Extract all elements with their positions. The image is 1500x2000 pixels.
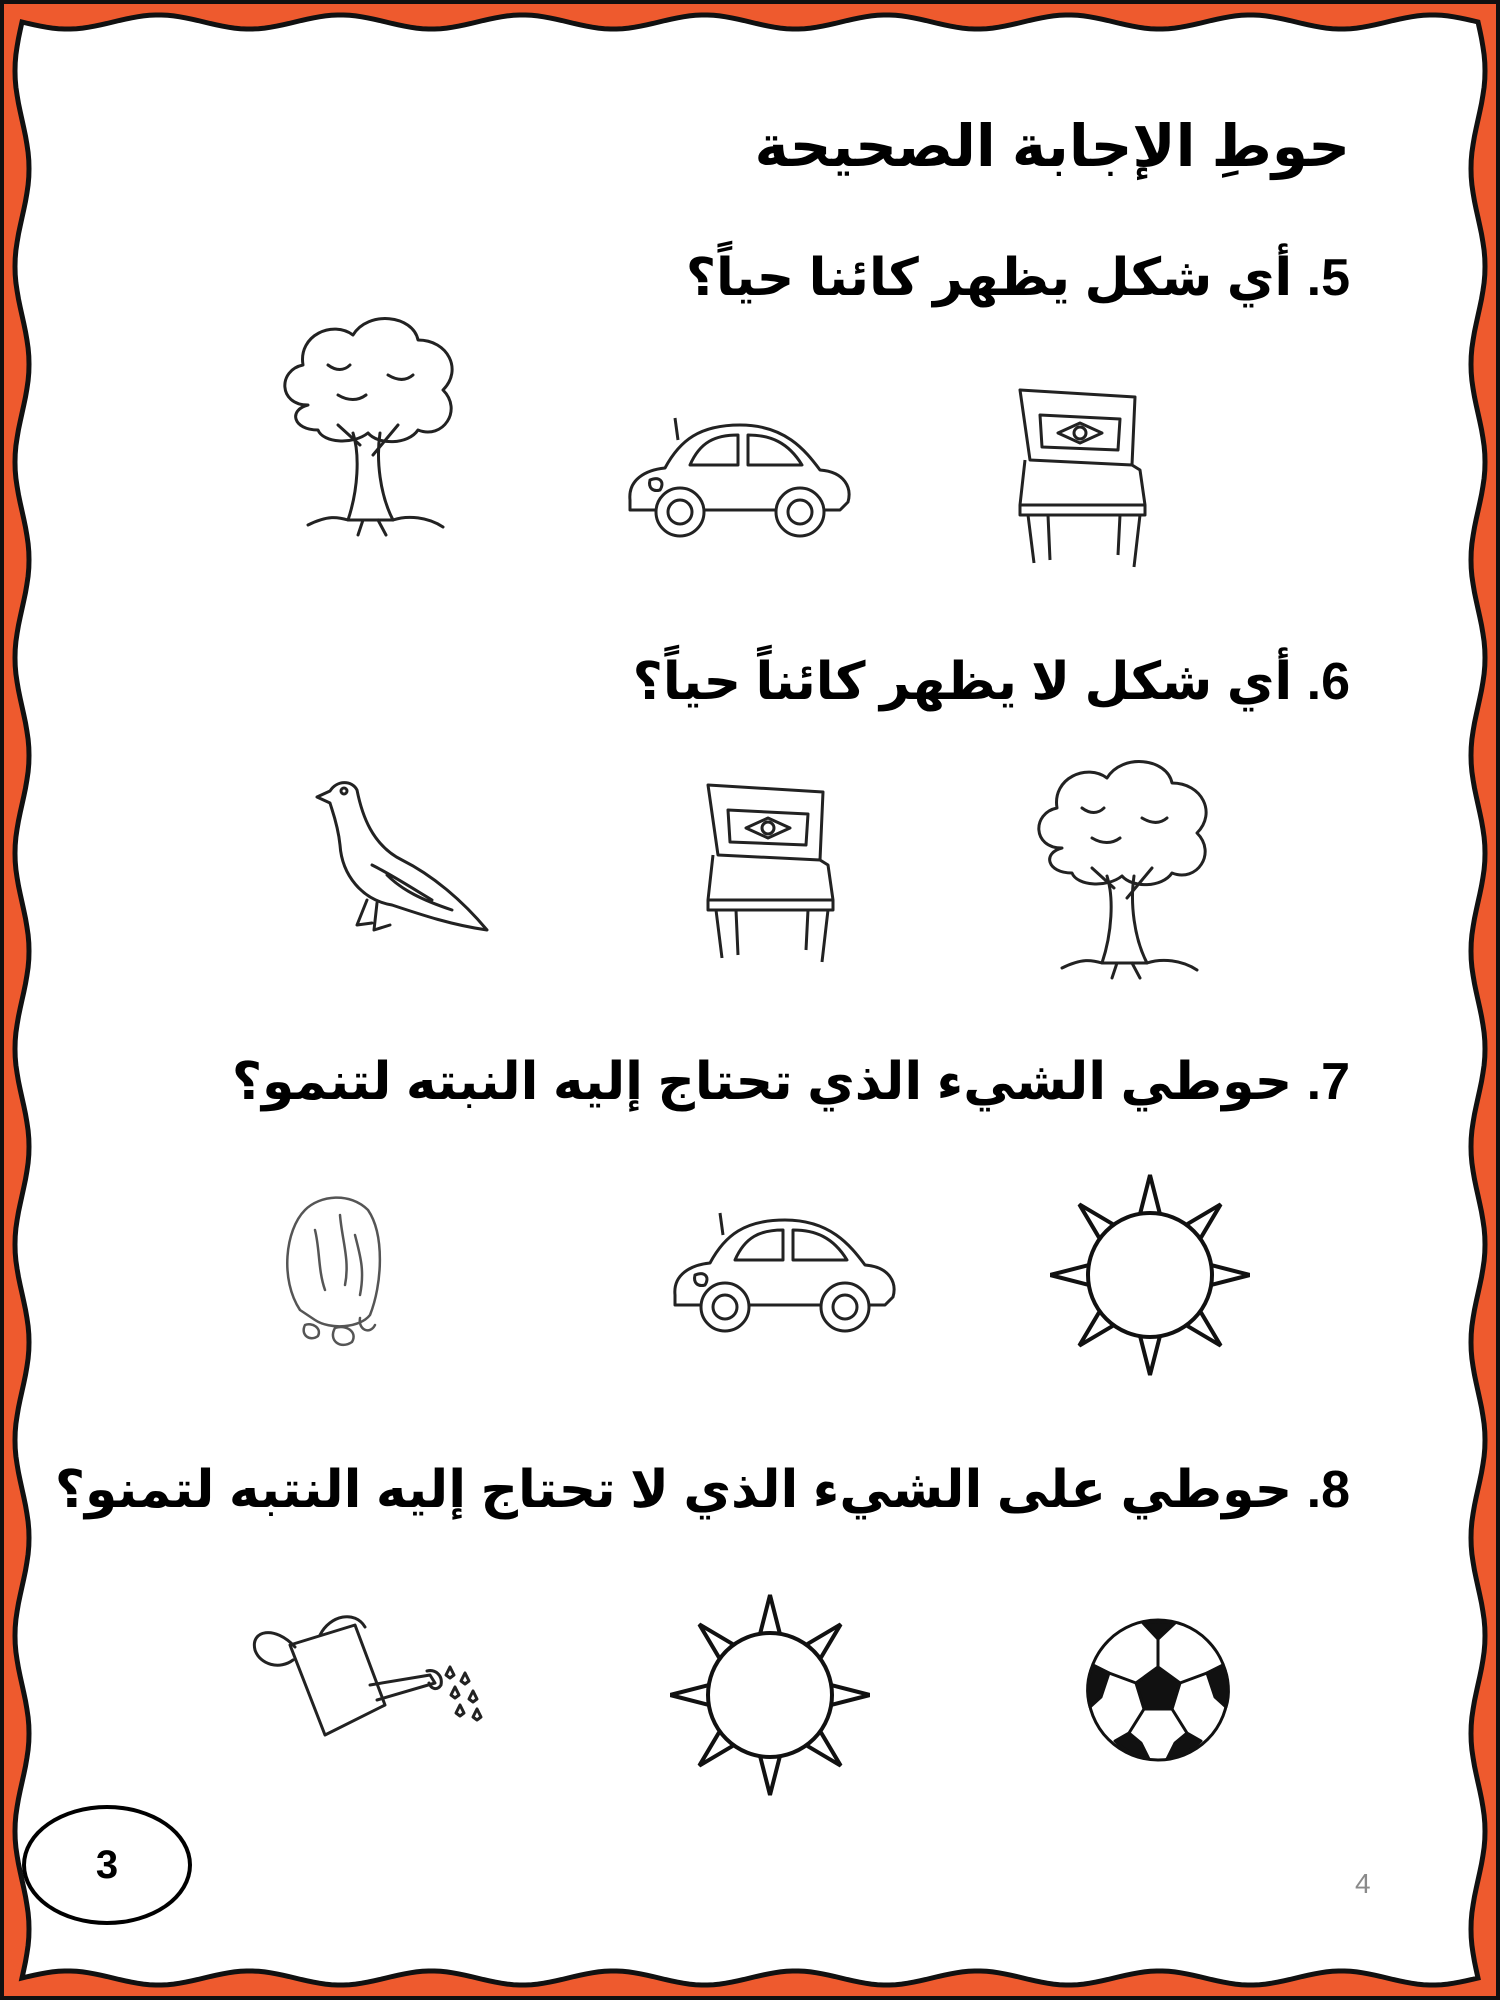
tree-icon[interactable] xyxy=(268,305,468,545)
watering-can-icon[interactable] xyxy=(245,1605,505,1765)
soccer-ball-icon[interactable] xyxy=(1083,1615,1233,1765)
question-8: 8. حوطي على الشيء الذي لا تحتاج إليه النتبه لتمنو؟ xyxy=(54,1461,1350,1519)
car-icon[interactable] xyxy=(665,1205,905,1345)
pigeon-icon[interactable] xyxy=(312,775,492,945)
car-icon[interactable] xyxy=(620,410,860,550)
sun-icon[interactable] xyxy=(1050,1170,1250,1380)
question-6: 6. أي شكل لا يظهر كائناً حياً؟ xyxy=(632,653,1350,711)
slide-number: 4 xyxy=(1355,1868,1371,1899)
page-title: حوطِ الإجابة الصحيحة xyxy=(754,114,1350,179)
question-7: 7. حوطي الشيء الذي تحتاج إليه النبته لتنمو؟ xyxy=(231,1053,1350,1111)
rock-icon[interactable] xyxy=(280,1190,390,1355)
chair-icon[interactable] xyxy=(1010,385,1160,575)
question-5: 5. أي شكل يظهر كائنا حياً؟ xyxy=(685,249,1350,307)
chair-icon[interactable] xyxy=(698,780,848,970)
page-badge: 3 xyxy=(22,1805,192,1925)
sun-icon[interactable] xyxy=(670,1590,870,1800)
tree-icon[interactable] xyxy=(1022,748,1222,988)
